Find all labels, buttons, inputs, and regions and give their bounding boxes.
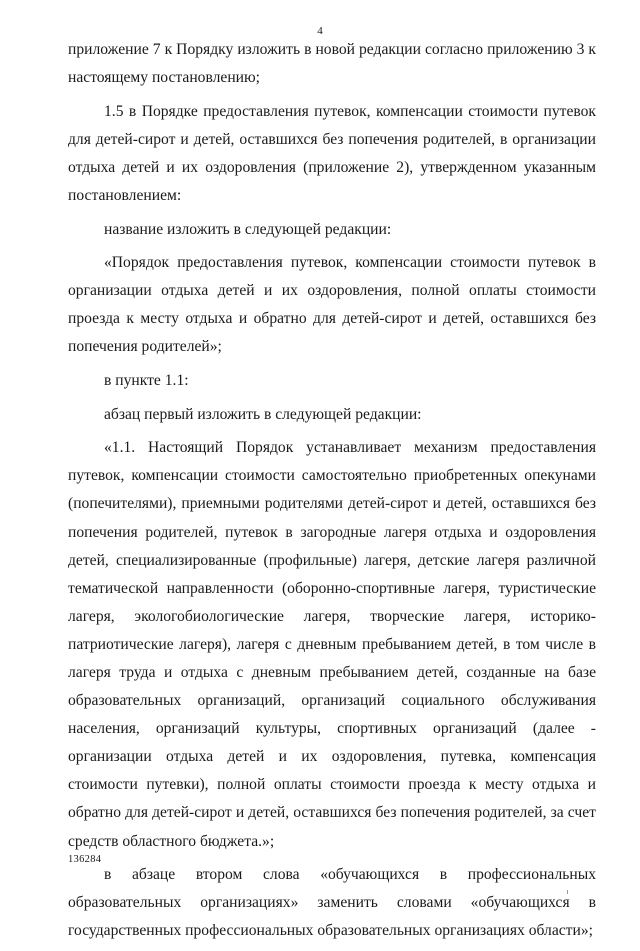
paragraph: «Порядок предоставления путевок, компенсации стоимости путевок в организации отдыха детей и их оздоровления, полной оплаты стоимости проезда к месту отдыха и обратно для детей-сирот и детей, оставшихся без попечения родителей»;: [68, 254, 596, 356]
document-code: 136284: [68, 854, 102, 865]
paragraph: приложение 7 к Порядку изложить в новой редакции согласно приложению 3 к настоящему постановлению;: [68, 41, 596, 87]
paragraph: «1.1. Настоящий Порядок устанавливает механизм предоставления путевок, компенсации стоимости самостоятельно приобретенных опекунами (попечителями), приемными родителями детей-сирот и детей, оставшихся без попечения родителей, путевок в загородные лагеря отдыха и оздоровления детей, специализированные (профильные) лагеря, детские лагеря различной тематической направленности (оборонно-спортивные лагеря, туристические лагеря, экологобиологические лагеря, творческие лагеря, историко-патриотические лагеря), лагеря с дневным пребыванием детей, в том числе в лагеря труда и отдыха с дневным пребыванием детей, созданные на базе образовательных организаций, организаций социального обслуживания населения, организаций культуры, спортивных организаций (далее - организации отдыха детей и их оздоровления, путевка, компенсация стоимости путевки), полной оплаты стоимости проезда к месту отдыха и обратно для детей-сирот и детей, оставшихся без попечения родителей, за счет средств областного бюджета.»;: [68, 439, 596, 850]
scan-speck: [567, 890, 568, 894]
paragraph: в пункте 1.1:: [104, 372, 189, 390]
paragraph: абзац первый изложить в следующей редакции:: [104, 405, 422, 423]
paragraph: название изложить в следующей редакции:: [104, 220, 392, 238]
paragraph: в абзаце втором слова «обучающихся в профессиональных образовательных организациях» заменить словами «обучающихся в государственных профессиональных образовательных организациях области»;: [68, 866, 596, 940]
page-number: 4: [317, 25, 323, 37]
document-body: [68, 36, 596, 951]
paragraph: 1.5 в Порядке предоставления путевок, компенсации стоимости путевок для детей-сирот и детей, оставшихся без попечения родителей, в организации отдыха детей и их оздоровления (приложение 2), утвержденном указанным постановлением:: [68, 102, 596, 204]
